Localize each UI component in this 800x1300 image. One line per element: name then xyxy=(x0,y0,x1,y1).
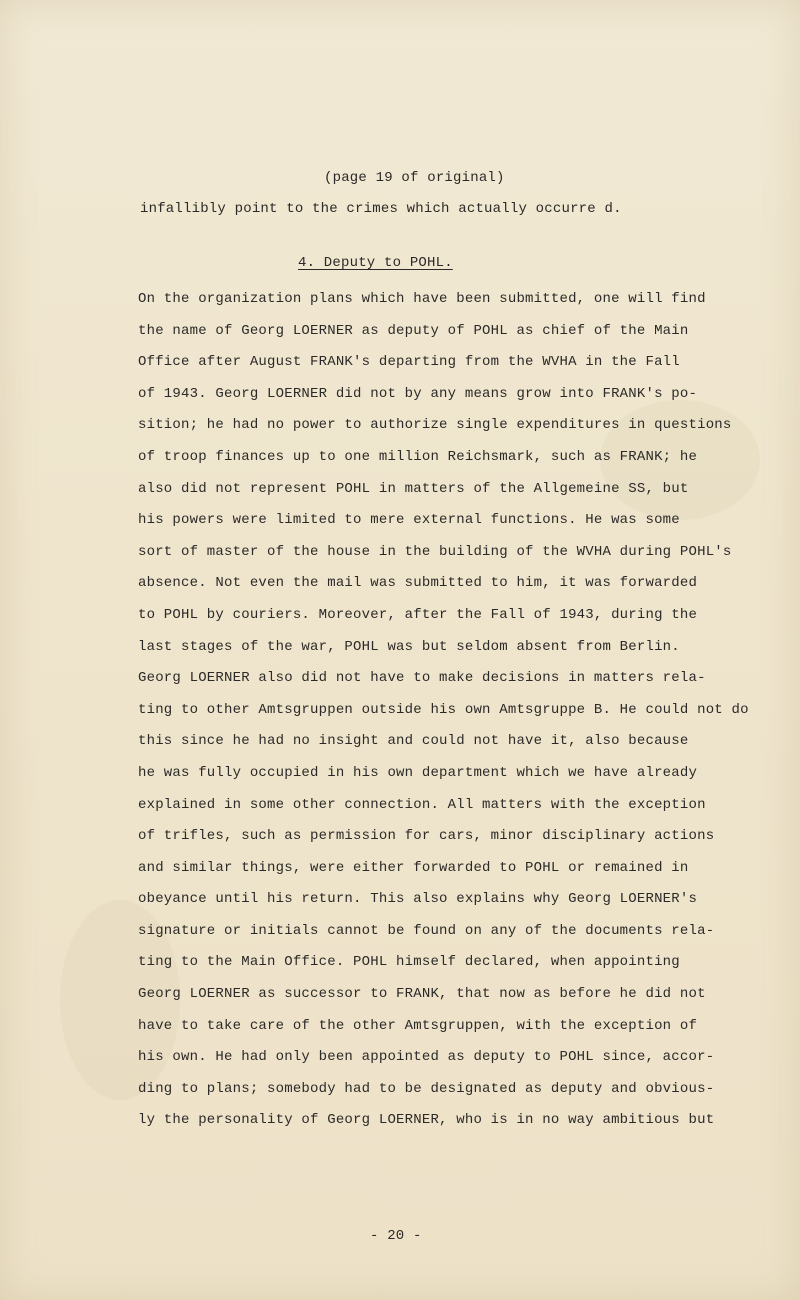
section-heading: 4. Deputy to POHL. xyxy=(298,255,453,271)
body-line: and similar things, were either forwarded to POHL or remained in xyxy=(138,859,689,876)
page-header: (page 19 of original) xyxy=(324,170,505,186)
body-line: of trifles, such as permission for cars, minor disciplinary actions xyxy=(138,828,715,845)
body-line: ly the personality of Georg LOERNER, who is in no way ambitious but xyxy=(138,1112,715,1129)
body-line: also did not represent POHL in matters of the Allgemeine SS, but xyxy=(138,480,689,497)
body-line: sition; he had no power to authorize single expenditures in questions xyxy=(138,417,732,434)
body-line: Georg LOERNER as successor to FRANK, that now as before he did not xyxy=(138,986,706,1003)
body-line: of troop finances up to one million Reichsmark, such as FRANK; he xyxy=(138,448,698,465)
body-line: ting to other Amtsgruppen outside his own Amtsgruppe B. He could not do xyxy=(138,701,749,718)
body-text xyxy=(138,287,749,1140)
body-line: On the organization plans which have been submitted, one will find xyxy=(138,291,706,307)
body-line: absence. Not even the mail was submitted to him, it was forwarded xyxy=(138,575,698,592)
body-line: have to take care of the other Amtsgruppen, with the exception of xyxy=(138,1017,698,1034)
body-line: Georg LOERNER also did not have to make decisions in matters rela- xyxy=(138,670,706,687)
body-line: his own. He had only been appointed as deputy to POHL since, accor- xyxy=(138,1049,715,1066)
body-line: to POHL by couriers. Moreover, after the Fall of 1943, during the xyxy=(138,606,698,623)
body-line: ding to plans; somebody had to be designated as deputy and obvious- xyxy=(138,1080,715,1097)
body-line: his powers were limited to mere external functions. He was some xyxy=(138,512,680,529)
body-line: this since he had no insight and could not have it, also because xyxy=(138,733,689,750)
body-line: of 1943. Georg LOERNER did not by any means grow into FRANK's po- xyxy=(138,385,698,402)
body-line: explained in some other connection. All matters with the exception xyxy=(138,796,706,813)
body-line: ting to the Main Office. POHL himself declared, when appointing xyxy=(138,954,680,971)
body-line: the name of Georg LOERNER as deputy of POHL as chief of the Main xyxy=(138,322,689,339)
body-line: sort of master of the house in the building of the WVHA during POHL's xyxy=(138,543,732,560)
body-line: obeyance until his return. This also explains why Georg LOERNER's xyxy=(138,891,698,908)
body-line: Office after August FRANK's departing from the WVHA in the Fall xyxy=(138,354,680,371)
body-line: he was fully occupied in his own department which we have already xyxy=(138,764,698,781)
page-number: - 20 - xyxy=(370,1228,422,1244)
intro-line: infallibly point to the crimes which actually occurre d. xyxy=(140,201,622,217)
body-line: signature or initials cannot be found on any of the documents rela- xyxy=(138,922,715,939)
body-line: last stages of the war, POHL was but seldom absent from Berlin. xyxy=(138,638,680,655)
